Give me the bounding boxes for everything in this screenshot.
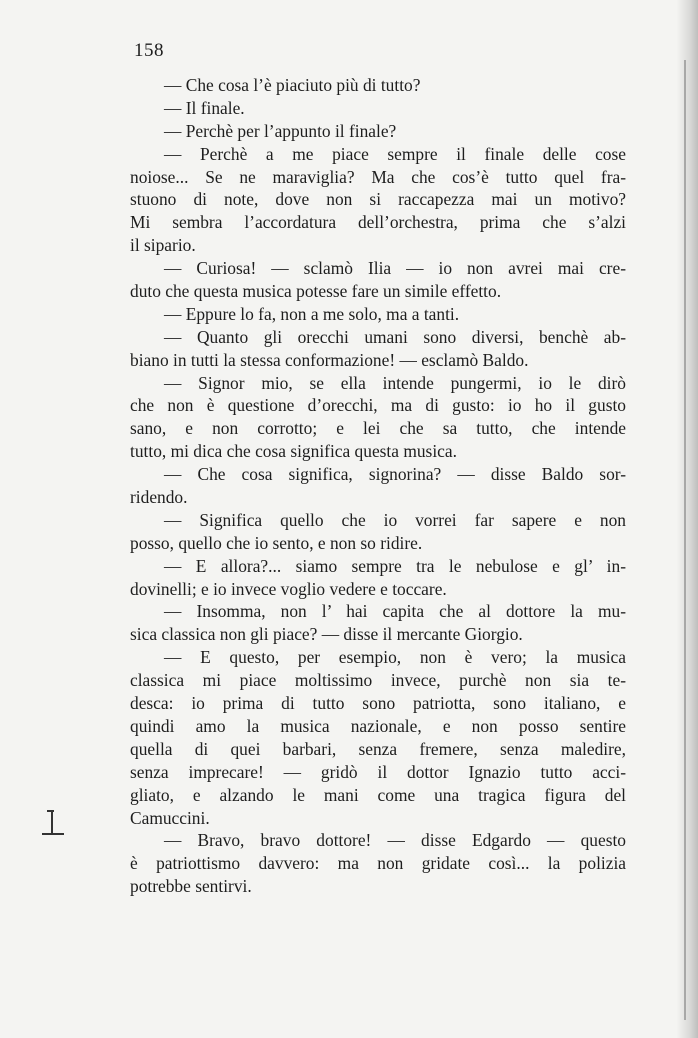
text-line: senza imprecare! — gridò il dottor Ignazio tutto acci- bbox=[130, 761, 626, 782]
text-line: è patriottismo davvero: ma non gridate così... la polizia bbox=[130, 853, 626, 874]
text-line: quindi amo la musica nazionale, e non posso sentire bbox=[130, 715, 626, 736]
text-line: tutto, mi dica che cosa significa questa musica. bbox=[130, 441, 457, 462]
text-line: potrebbe sentirvi. bbox=[130, 876, 252, 897]
text-line: — Insomma, non l’ hai capita che al dottore la mu- bbox=[164, 601, 626, 622]
text-line: che non è questione d’orecchi, ma di gusto: io ho il gusto bbox=[130, 395, 626, 416]
text-line: il sipario. bbox=[130, 235, 196, 256]
text-line: — Perchè per l’appunto il finale? bbox=[164, 120, 397, 141]
text-line: stuono di note, dove non si raccapezza mai un motivo? bbox=[130, 189, 626, 210]
text-line: — Che cosa l’è piaciuto più di tutto? bbox=[164, 75, 421, 95]
margin-pencil-mark bbox=[38, 808, 66, 838]
text-line: sano, e non corrotto; e lei che sa tutto, che intende bbox=[130, 418, 626, 439]
spine-edge bbox=[684, 60, 686, 1020]
text-line: quella di quei barbari, senza fremere, senza maledire, bbox=[130, 738, 626, 759]
text-line: Mi sembra l’accordatura dell’orchestra, prima che s’alzi bbox=[130, 212, 626, 233]
text-line: — E allora?... siamo sempre tra le nebulose e gl’ in- bbox=[164, 555, 626, 576]
text-line: — Che cosa significa, signorina? — disse Baldo sor- bbox=[164, 464, 626, 485]
text-line: desca: io prima di tutto sono patriotta, sono italiano, e bbox=[130, 693, 626, 714]
text-line: duto che questa musica potesse fare un simile effetto. bbox=[130, 281, 502, 302]
text-line: — E questo, per esempio, non è vero; la musica bbox=[164, 647, 626, 668]
text-line: dovinelli; e io invece voglio vedere e toccare. bbox=[130, 578, 447, 599]
text-line: — Eppure lo fa, non a me solo, ma a tanti. bbox=[164, 303, 460, 324]
text-line: — Curiosa! — sclamò Ilia — io non avrei mai cre- bbox=[164, 258, 626, 279]
text-line: — Signor mio, se ella intende pungermi, io le dirò bbox=[164, 372, 626, 393]
text-line: gliato, e alzando le mani come una tragica figura del bbox=[130, 784, 626, 805]
text-line: — Il finale. bbox=[164, 97, 245, 118]
text-line: Camuccini. bbox=[130, 807, 210, 828]
text-line: noiose... Se ne maraviglia? Ma che cos’è tutto quel fra- bbox=[130, 166, 626, 187]
text-line: biano in tutti la stessa conformazione! — esclamò Baldo. bbox=[130, 349, 529, 370]
spine-shadow bbox=[676, 0, 698, 1038]
text-line: posso, quello che io sento, e non so ridire. bbox=[130, 532, 423, 553]
page-number: 158 bbox=[134, 40, 164, 61]
body-text bbox=[130, 74, 626, 898]
text-line: — Quanto gli orecchi umani sono diversi, benchè ab- bbox=[164, 326, 626, 347]
text-line: — Bravo, bravo dottore! — disse Edgardo — questo bbox=[164, 830, 626, 851]
text-line: sica classica non gli piace? — disse il mercante Giorgio. bbox=[130, 624, 523, 645]
text-line: — Perchè a me piace sempre il finale delle cose bbox=[164, 143, 626, 164]
text-line: ridendo. bbox=[130, 487, 188, 508]
text-line: — Significa quello che io vorrei far sapere e non bbox=[164, 509, 626, 530]
text-line: classica mi piace moltissimo invece, purchè non sia te- bbox=[130, 670, 626, 691]
